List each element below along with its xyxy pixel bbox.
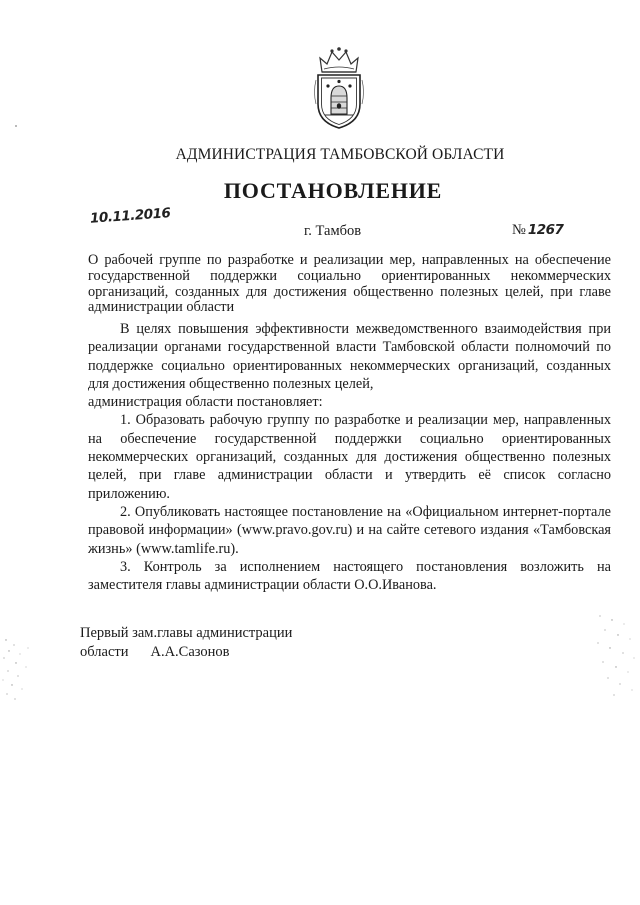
document-number — [512, 222, 563, 239]
signer-row — [80, 643, 292, 662]
signer-position-cont: области — [80, 644, 129, 660]
signer-name: А.А.Сазонов — [150, 644, 230, 660]
scan-noise-left — [0, 636, 40, 706]
number-sign: № — [512, 222, 526, 238]
document-body — [88, 320, 611, 594]
preamble-resolution: администрация области постановляет: — [88, 394, 323, 411]
signature-block — [80, 624, 292, 662]
document-city: г. Тамбов — [304, 223, 362, 239]
item-1-paragraph: 1. Образовать рабочую группу по разработке и реализации мер, направленных на обеспечение государственной поддержки социально ориентированных некоммерческих организаций, созданных для достижения общественно полезных целей, при главе администрации области и утвердить её список согласно приложению. — [88, 412, 611, 502]
organization-name: АДМИНИСТРАЦИЯ ТАМБОВСКОЙ ОБЛАСТИ — [175, 146, 505, 163]
document-type-title: ПОСТАНОВЛЕНИЕ — [223, 178, 443, 203]
item-3-paragraph: 3. Контроль за исполнением настоящего постановления возложить на заместителя главы администрации области О.О.Иванова. — [88, 558, 611, 594]
number-value: 1267 — [527, 222, 564, 238]
signer-position: Первый зам.главы администрации — [80, 625, 293, 641]
coat-of-arms-icon — [312, 46, 366, 130]
document-date: 10.11.2016 — [89, 205, 171, 227]
item-2-paragraph: 2. Опубликовать настоящее постановление на «Официальном интернет-портале правовой информации» (www.pravo.gov.ru) и на сайте сетевого издания «Тамбовская жизнь» (www.tamlife.ru). — [88, 503, 611, 557]
scan-dot — [8, 118, 24, 134]
document-subject: О рабочей группе по разработке и реализации мер, направленных на обеспечение государственной поддержки социально ориентированных некоммерческих организаций, созданных для достижения общественно полезных целей, при главе администрации области — [88, 252, 611, 316]
scan-noise-right — [590, 610, 640, 700]
preamble-paragraph: В целях повышения эффективности межведомственного взаимодействия при реализации органами государственной власти Тамбовской области полномочий по поддержке социально ориентированных некоммерческих организаций, созданных для достижения общественно полезных целей, — [88, 321, 611, 392]
